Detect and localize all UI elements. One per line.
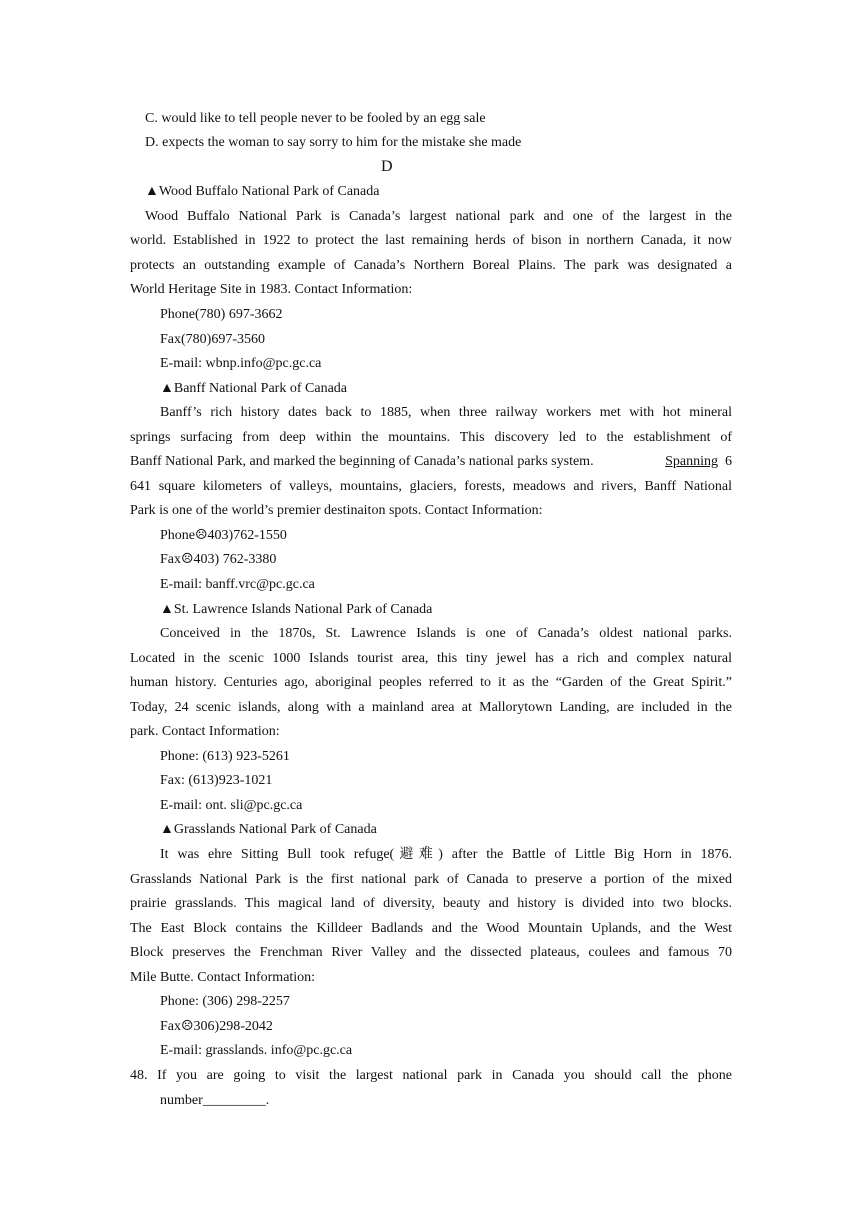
paragraph-line: Grasslands National Park is the first national park of Canada to preserve a portion of the mixed [130,872,732,887]
contact-fax: Fax☹306)298-2042 [160,1019,273,1034]
question-48-blank: number_________. [160,1093,270,1108]
question-48: 48. If you are going to visit the largest national park in Canada you should call the phone [130,1068,732,1083]
option-d: D. expects the woman to say sorry to him for the mistake she made [145,135,522,150]
paragraph-line: It was ehre Sitting Bull took refuge(避难) after the Battle of Little Big Horn in 1876. [160,847,732,862]
contact-fax: Fax: (613)923-1021 [160,773,273,788]
contact-email: E-mail: banff.vrc@pc.gc.ca [160,577,315,592]
paragraph-line-with-underline [130,452,732,472]
number-fragment: 6 [725,454,732,469]
park-heading-st-lawrence: ▲St. Lawrence Islands National Park of Canada [160,602,433,617]
section-letter: D [381,158,393,175]
paragraph-line: Banff’s rich history dates back to 1885, when three railway workers met with hot mineral [160,405,732,420]
contact-fax: Fax(780)697-3560 [160,332,265,347]
paragraph-line: World Heritage Site in 1983. Contact Information: [130,282,413,297]
park-heading-grasslands: ▲Grasslands National Park of Canada [160,822,377,837]
contact-fax: Fax☹403) 762-3380 [160,552,277,567]
paragraph-line: Today, 24 scenic islands, along with a mainland area at Mallorytown Landing, are included in the [130,700,732,715]
paragraph-line: springs surfacing from deep within the mountains. This discovery led to the establishment of [130,430,732,445]
paragraph-line: Located in the scenic 1000 Islands tourist area, this tiny jewel has a rich and complex natural [130,651,732,666]
paragraph-line: prairie grasslands. This magical land of diversity, beauty and history is divided into two blocks. [130,896,732,911]
paragraph-line: world. Established in 1922 to protect the last remaining herds of bison in northern Canada, it now [130,233,732,248]
paragraph-line: Conceived in the 1870s, St. Lawrence Islands is one of Canada’s oldest national parks. [160,626,732,641]
paragraph-line: The East Block contains the Killdeer Badlands and the Wood Mountain Uplands, and the West [130,921,732,936]
contact-phone: Phone☹403)762-1550 [160,528,287,543]
underlined-word: Spanning [665,454,718,469]
paragraph-line: human history. Centuries ago, aboriginal peoples referred to it as the “Garden of the Great Spirit.” [130,675,732,690]
paragraph-line: protects an outstanding example of Canada’s Northern Boreal Plains. The park was designated a [130,258,732,273]
paragraph-line: 641 square kilometers of valleys, mountains, glaciers, forests, meadows and rivers, Banff National [130,479,732,494]
contact-phone: Phone(780) 697-3662 [160,307,283,322]
park-heading-banff: ▲Banff National Park of Canada [160,381,347,396]
contact-email: E-mail: grasslands. info@pc.gc.ca [160,1043,353,1058]
line-tail [665,452,732,472]
paragraph-line: park. Contact Information: [130,724,280,739]
paragraph-line-start: Banff National Park, and marked the beginning of Canada’s national parks system. [130,454,594,469]
option-c: C. would like to tell people never to be fooled by an egg sale [145,111,486,126]
paragraph-line: Block preserves the Frenchman River Valley and the dissected plateaus, coulees and famous 70 [130,945,732,960]
contact-email: E-mail: ont. sli@pc.gc.ca [160,798,303,813]
contact-phone: Phone: (613) 923-5261 [160,749,290,764]
contact-email: E-mail: wbnp.info@pc.gc.ca [160,356,322,371]
paragraph-line: Wood Buffalo National Park is Canada’s largest national park and one of the largest in the [145,209,732,224]
paragraph-line: Park is one of the world’s premier destinaiton spots. Contact Information: [130,503,543,518]
paragraph-line: Mile Butte. Contact Information: [130,970,316,985]
contact-phone: Phone: (306) 298-2257 [160,994,290,1009]
park-heading-wood-buffalo: ▲Wood Buffalo National Park of Canada [145,184,380,199]
